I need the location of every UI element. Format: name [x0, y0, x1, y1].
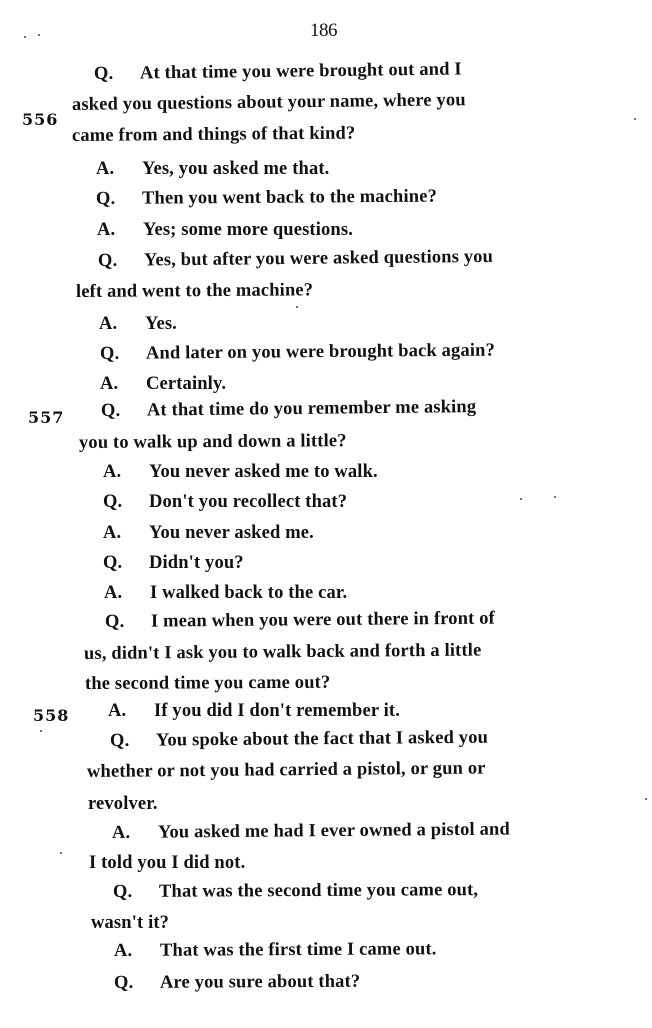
- transcript-line: [110, 727, 488, 752]
- line-text: Yes; some more questions.: [143, 220, 353, 240]
- margin-line-number-556: 556: [22, 110, 59, 129]
- scan-speck: [296, 306, 298, 308]
- line-text: you to walk up and down a little?: [78, 431, 347, 453]
- transcript-line: [96, 186, 437, 210]
- transcript-line: [103, 522, 314, 544]
- transcript-line: [87, 758, 486, 783]
- transcript-line: [114, 938, 437, 962]
- speaker-label: Q.: [99, 343, 120, 364]
- line-text: If you did I don't remember it.: [154, 701, 401, 721]
- speaker-label: A.: [103, 462, 122, 482]
- transcript-line: [72, 89, 466, 116]
- scan-speck: [40, 730, 42, 732]
- margin-line-number-557: 557: [28, 408, 65, 427]
- transcript-line: [101, 396, 476, 422]
- line-text: Yes, but after you were asked questions you: [143, 246, 494, 271]
- speaker-label: Q.: [109, 730, 130, 751]
- scan-speck: [634, 118, 636, 120]
- transcript-line: [76, 279, 313, 303]
- line-text: Yes.: [145, 314, 177, 334]
- line-text: wasn't it?: [91, 913, 170, 933]
- transcript-line: [84, 640, 482, 665]
- speaker-label: A.: [113, 940, 133, 961]
- speaker-label: Q.: [113, 972, 134, 993]
- transcript-line: [100, 340, 495, 365]
- speaker-label: A.: [104, 583, 123, 603]
- line-text: the second time you came out?: [84, 672, 331, 694]
- transcript-line: [112, 819, 510, 844]
- transcript-line: [114, 971, 360, 994]
- speaker-label: A.: [97, 220, 116, 240]
- line-text: I told you I did not.: [89, 853, 246, 873]
- transcript-line: [91, 912, 169, 934]
- speaker-label: A.: [103, 523, 122, 543]
- page-number: 186: [310, 20, 337, 41]
- scan-speck: [520, 498, 522, 500]
- scan-speck: [554, 496, 556, 498]
- line-text: That was the first time I came out.: [159, 939, 437, 961]
- transcript-line: [103, 552, 244, 574]
- line-text: And later on you were brought back again?: [145, 340, 496, 364]
- speaker-label: Q.: [100, 400, 121, 421]
- transcript-line: [113, 879, 478, 903]
- scan-speck: [60, 852, 62, 854]
- line-text: At that time do you remember me asking: [146, 397, 477, 421]
- scan-speck: [645, 798, 647, 800]
- speaker-label: A.: [111, 822, 131, 843]
- line-text: came from and things of that kind?: [71, 123, 356, 146]
- transcript-line: [72, 123, 356, 147]
- speaker-label: Q.: [103, 553, 123, 573]
- speaker-label: Q.: [95, 188, 116, 209]
- line-text: You never asked me to walk.: [149, 462, 378, 482]
- speaker-label: Q.: [97, 250, 118, 271]
- speaker-label: A.: [99, 314, 118, 334]
- line-text: Certainly.: [146, 374, 227, 394]
- transcript-line: [108, 700, 400, 722]
- line-text: Yes, you asked me that.: [142, 159, 330, 179]
- scan-speck: [24, 36, 26, 38]
- line-text: You never asked me.: [149, 523, 314, 543]
- line-text: Don't you recollect that?: [149, 492, 348, 512]
- transcript-line: [103, 491, 347, 513]
- transcript-line: [89, 852, 245, 874]
- transcript-line: [98, 246, 493, 272]
- line-text: I mean when you were out there in front of: [150, 608, 495, 632]
- line-text: Then you went back to the machine?: [141, 186, 438, 209]
- transcript-line: [88, 793, 158, 815]
- line-text: That was the second time you came out,: [158, 880, 479, 902]
- speaker-label: Q.: [104, 611, 125, 632]
- line-text: Didn't you?: [149, 553, 244, 573]
- margin-line-number-558: 558: [33, 706, 70, 725]
- line-text: At that time you were brought out and I: [139, 59, 462, 84]
- line-text: left and went to the machine?: [75, 280, 314, 302]
- transcript-line: [79, 430, 347, 454]
- transcript-line: [97, 219, 353, 241]
- speaker-label: A.: [96, 159, 115, 179]
- transcript-line: [99, 313, 177, 335]
- line-text: I walked back to the car.: [150, 583, 348, 603]
- speaker-label: A.: [108, 701, 127, 721]
- transcript-line: [100, 373, 226, 395]
- transcript-line: [103, 461, 378, 483]
- line-text: revolver.: [88, 794, 158, 814]
- line-text: asked you questions about your name, where you: [71, 90, 466, 115]
- line-text: You spoke about the fact that I asked you: [155, 727, 489, 751]
- line-text: You asked me had I ever owned a pistol and: [157, 819, 510, 843]
- line-text: us, didn't I ask you to walk back and forth a little: [83, 640, 482, 664]
- scan-speck: [38, 34, 40, 36]
- transcript-line: [85, 672, 330, 695]
- line-text: Are you sure about that?: [159, 971, 361, 993]
- speaker-label: Q.: [93, 63, 114, 84]
- transcript-line: [105, 608, 495, 633]
- transcript-line: [94, 59, 462, 85]
- line-text: whether or not you had carried a pistol, or gun or: [86, 758, 486, 782]
- speaker-label: Q.: [103, 492, 123, 512]
- transcript-line: [96, 158, 329, 180]
- transcript-line: [104, 582, 347, 604]
- speaker-label: Q.: [112, 881, 133, 902]
- speaker-label: A.: [100, 374, 119, 394]
